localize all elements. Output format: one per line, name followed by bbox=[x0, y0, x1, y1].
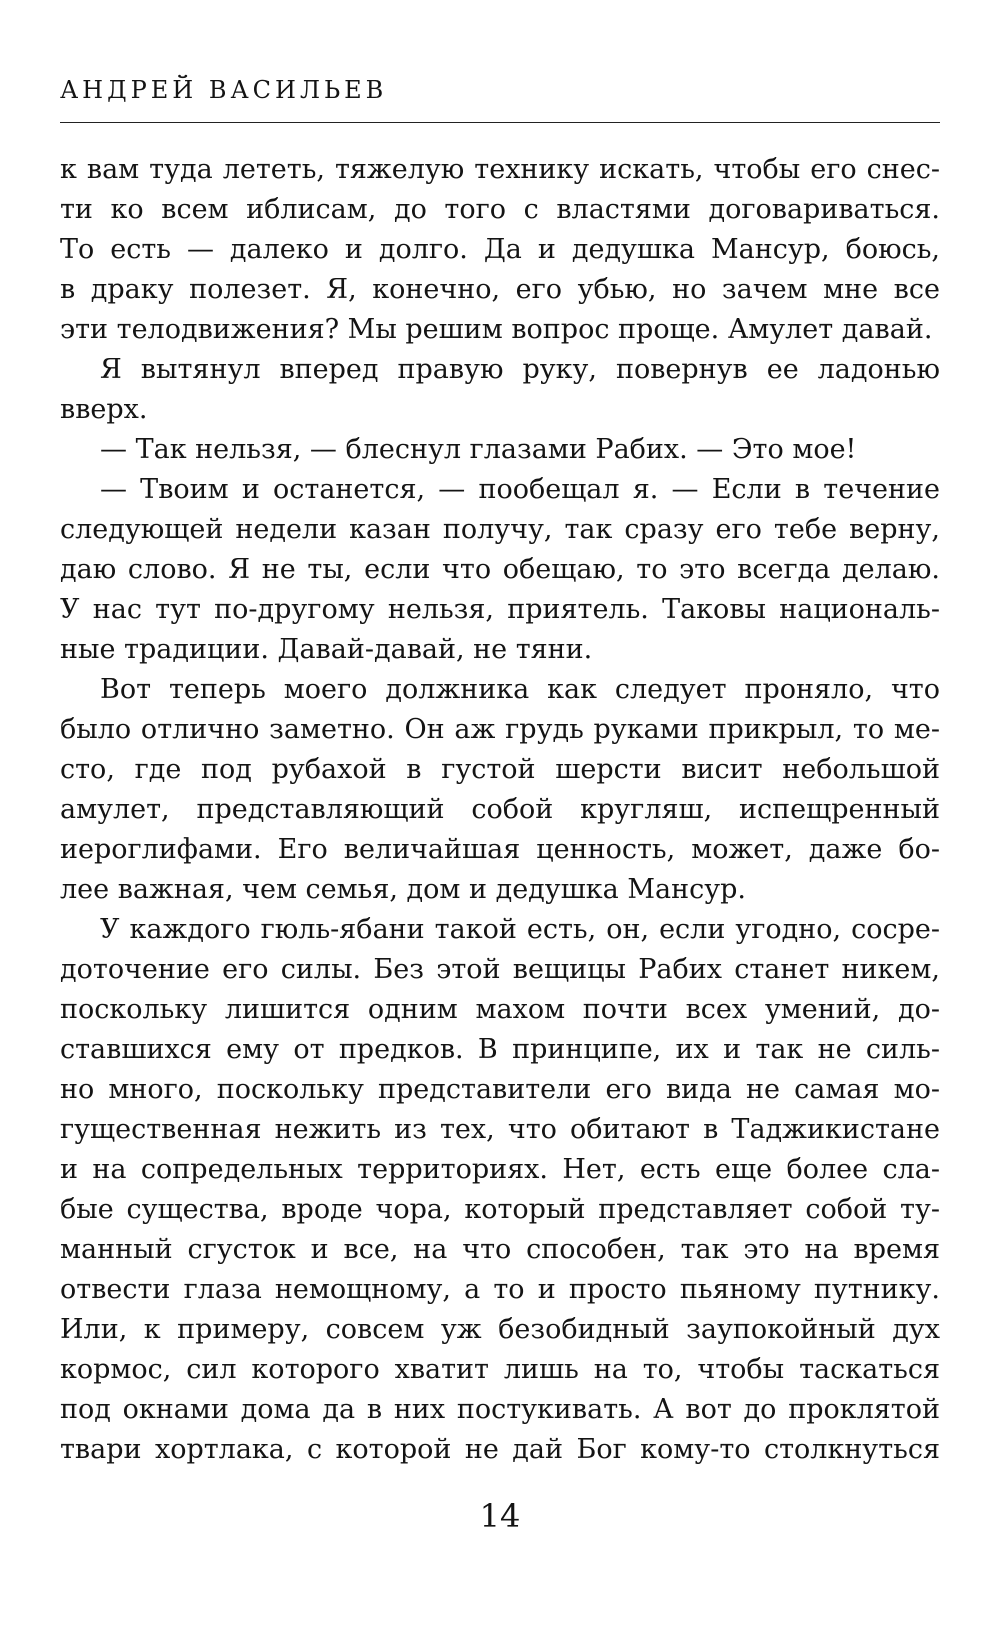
text-line: Я вытянул вперед правую руку, повернув ее ладонью bbox=[100, 354, 940, 385]
text-line: вверх. bbox=[60, 394, 148, 425]
text-line: амулет, представляющий собой кругляш, испещренный bbox=[60, 794, 940, 825]
text-line: эти телодвижения? Мы решим вопрос проще. Амулет давай. bbox=[60, 314, 933, 345]
text-line: доточение его силы. Без этой вещицы Рабих станет никем, bbox=[60, 954, 940, 985]
text-line: сто, где под рубахой в густой шерсти висит небольшой bbox=[60, 754, 940, 785]
text-line: но много, поскольку представители его вида не самая мо- bbox=[60, 1074, 940, 1105]
text-line: Вот теперь моего должника как следует проняло, что bbox=[100, 674, 940, 705]
text-line: — Так нельзя, — блеснул глазами Рабих. — Это мое! bbox=[100, 434, 857, 465]
text-line: ти ко всем иблисам, до того с властями договариваться. bbox=[60, 194, 940, 225]
text-line: манный сгусток и все, на что способен, так это на время bbox=[60, 1234, 940, 1265]
text-line: Или, к примеру, совсем уж безобидный заупокойный дух bbox=[60, 1314, 940, 1345]
text-line: отвести глаза немощному, а то и просто пьяному путнику. bbox=[60, 1274, 940, 1305]
text-line: под окнами дома да в них постукивать. А вот до проклятой bbox=[60, 1394, 940, 1425]
text-line: поскольку лишится одним махом почти всех умений, до- bbox=[60, 994, 940, 1025]
text-line: У нас тут по-другому нельзя, приятель. Таковы националь- bbox=[60, 594, 940, 625]
text-line: и на сопредельных территориях. Нет, есть еще более сла- bbox=[60, 1154, 940, 1185]
text-line: следующей недели казан получу, так сразу его тебе верну, bbox=[60, 514, 940, 545]
text-line: к вам туда лететь, тяжелую технику искать, чтобы его снес- bbox=[60, 154, 940, 185]
text-line: даю слово. Я не ты, если что обещаю, то это всегда делаю. bbox=[60, 554, 940, 585]
text-line: гущественная нежить из тех, что обитают в Таджикистане bbox=[60, 1114, 940, 1145]
text-line: кормос, сил которого хватит лишь на то, чтобы таскаться bbox=[60, 1354, 940, 1385]
text-line: было отлично заметно. Он аж грудь руками прикрыл, то ме- bbox=[60, 714, 940, 745]
header-rule bbox=[60, 122, 940, 123]
text-line: в драку полезет. Я, конечно, его убью, но зачем мне все bbox=[60, 274, 940, 305]
running-head: АНДРЕЙ ВАСИЛЬЕВ bbox=[60, 76, 388, 104]
text-line: лее важная, чем семья, дом и дедушка Мансур. bbox=[60, 874, 746, 905]
text-line: бые существа, вроде чора, который представляет собой ту- bbox=[60, 1194, 940, 1225]
text-line: твари хортлака, с которой не дай Бог кому-то столкнуться bbox=[60, 1434, 940, 1465]
page-number: 14 bbox=[479, 1497, 521, 1535]
text-line: иероглифами. Его величайшая ценность, может, даже бо- bbox=[60, 834, 940, 865]
text-line: У каждого гюль-ябани такой есть, он, если угодно, сосре- bbox=[100, 914, 940, 945]
text-line: ставшихся ему от предков. В принципе, их и так не силь- bbox=[60, 1034, 940, 1065]
text-line: То есть — далеко и долго. Да и дедушка Мансур, боюсь, bbox=[60, 234, 940, 265]
text-line: ные традиции. Давай-давай, не тяни. bbox=[60, 634, 593, 665]
text-line: — Твоим и останется, — пообещал я. — Если в течение bbox=[100, 474, 940, 505]
